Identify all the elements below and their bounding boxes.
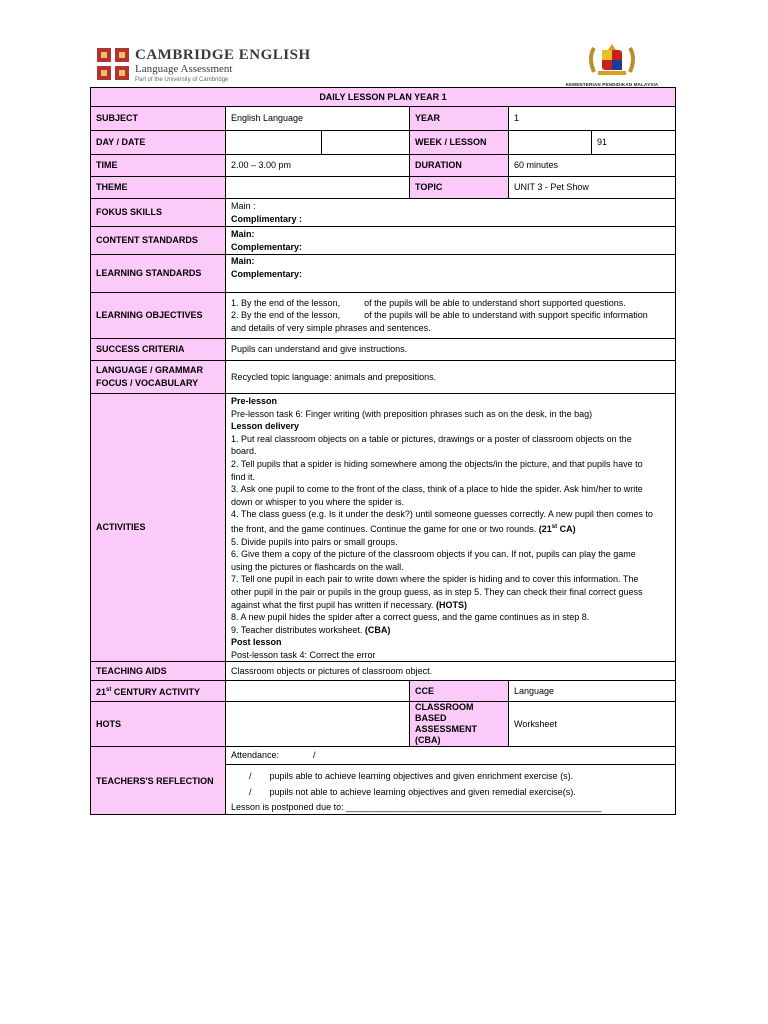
step-9: 9. Teacher distributes worksheet. [231, 624, 363, 635]
cambridge-tagline: Part of the University of Cambridge [135, 77, 229, 83]
fokus-skills-value [226, 199, 676, 227]
objective-1-start: 1. By the end of the lesson, [231, 297, 341, 308]
attendance-line [226, 747, 675, 765]
step-5: 5. Divide pupils into pairs or small groups. [231, 536, 398, 547]
fokus-skills-label: FOKUS SKILLS [91, 199, 226, 227]
lesson-plan-table [90, 87, 676, 815]
step-8: 8. A new pupil hides the spider after a correct guess, and the game continues as in step 8. [231, 612, 590, 623]
year-value: 1 [509, 107, 676, 131]
objective-1-end: of the pupils will be able to understand short supported questions. [364, 297, 626, 308]
step-7-tag: (HOTS) [435, 599, 467, 610]
plan-title: DAILY LESSON PLAN YEAR 1 [91, 88, 676, 107]
malaysia-coat-of-arms-icon [586, 42, 638, 76]
teachers-reflection-value [226, 747, 676, 815]
cambridge-english-logo [97, 48, 311, 83]
step-6-line-1: 6. Give them a copy of the picture of the classroom objects if you can. If not, pupils can play the game [231, 549, 636, 560]
theme-label: THEME [91, 177, 226, 199]
step-7-line-3: against what the first pupil has written if necessary. [231, 599, 434, 610]
hots-value [226, 702, 410, 747]
cambridge-title: CAMBRIDGE ENGLISH [135, 47, 311, 63]
theme-value [226, 177, 410, 199]
learning-complementary: Complementary: [231, 268, 303, 279]
post-lesson-task: Post-lesson task 4: Correct the error [231, 649, 376, 660]
attendance-label: Attendance: [231, 750, 280, 761]
cambridge-subtitle: Language Assessment [135, 63, 233, 75]
step-2-line-1: 2. Tell pupils that a spider is hiding somewhere among the objects/in the picture, and that pupils have to [231, 458, 643, 469]
objective-2-continued: and details of very simple phrases and sentences. [231, 322, 431, 333]
content-main: Main: [231, 228, 255, 239]
content-standards-label: CONTENT STANDARDS [91, 227, 226, 255]
century-activity-label: 21st CENTURY ACTIVITY [91, 681, 226, 702]
post-lesson-heading: Post lesson [231, 637, 282, 648]
week-lesson-label: WEEK / LESSON [410, 131, 509, 155]
century-activity-value [226, 681, 410, 702]
pre-lesson-heading: Pre-lesson [231, 396, 278, 406]
step-2-line-2: find it. [231, 471, 256, 482]
lesson-value: 91 [592, 131, 676, 155]
duration-label: DURATION [410, 155, 509, 177]
date-value [322, 131, 410, 155]
objective-2-end: of the pupils will be able to understand with support specific information [364, 310, 648, 321]
attendance-slash: / [313, 750, 316, 761]
step-1-line-2: board. [231, 446, 257, 457]
topic-value: UNIT 3 - Pet Show [509, 177, 676, 199]
day-value [226, 131, 322, 155]
ministry-name: KEMENTERIAN PENDIDIKAN MALAYSIA [565, 82, 659, 87]
topic-label: TOPIC [410, 177, 509, 199]
ministry-logo [556, 42, 668, 87]
learning-standards-label: LEARNING STANDARDS [91, 255, 226, 293]
teaching-aids-value: Classroom objects or pictures of classroom object. [226, 662, 676, 681]
step-9-tag: (CBA) [364, 624, 391, 635]
subject-value: English Language [226, 107, 410, 131]
success-criteria-label: SUCCESS CRITERIA [91, 339, 226, 361]
learning-objectives-value [226, 293, 676, 339]
duration-value: 60 minutes [509, 155, 676, 177]
success-criteria-value: Pupils can understand and give instructions. [226, 339, 676, 361]
cce-value: Language [509, 681, 676, 702]
learning-standards-value [226, 255, 676, 293]
achieve-text: pupils able to achieve learning objectives and given enrichment exercise (s). [269, 771, 574, 782]
postponed-line: Lesson is postponed due to: ___________________________________________________ [231, 802, 602, 813]
learning-main: Main: [231, 256, 255, 266]
step-6-line-2: using the pictures or flashcards on the wall. [231, 561, 404, 572]
week-value [509, 131, 592, 155]
activities-label: ACTIVITIES [91, 394, 226, 662]
teachers-reflection-label: TEACHERS'S REFLECTION [91, 747, 226, 815]
step-3-line-1: 3. Ask one pupil to come to the front of the class, think of a place to hide the spider. Ask him/her to write [231, 484, 643, 495]
learning-objectives-label: LEARNING OBJECTIVES [91, 293, 226, 339]
step-3-line-2: down or whisper to you where the spider is. [231, 496, 405, 507]
teaching-aids-label: TEACHING AIDS [91, 662, 226, 681]
cce-label: CCE [410, 681, 509, 702]
cambridge-shield-icon [97, 48, 129, 80]
cba-value: Worksheet [509, 702, 676, 747]
step-7-line-2: other pupil in the pair or pupils in the group guess, as in step 5. They can check their final correct guess [231, 586, 643, 597]
achieve-line: / pupils able to achieve learning objectives and given enrichment exercise (s). [249, 771, 574, 782]
activities-value [226, 394, 676, 662]
content-complementary: Complementary: [231, 241, 303, 252]
time-label: TIME [91, 155, 226, 177]
pre-lesson-task: Pre-lesson task 6: Finger writing (with preposition phrases such as on the desk, in the bag) [231, 408, 593, 419]
cba-label: CLASSROOM BASED ASSESSMENT (CBA) [410, 702, 509, 747]
fokus-main: Main : [231, 200, 256, 211]
lesson-delivery-heading: Lesson delivery [231, 421, 300, 432]
step-4-line-2: the front, and the game continues. Continue the game for one or two rounds. [231, 523, 537, 534]
fokus-complimentary: Complimentary : [231, 213, 303, 224]
not-achieve-line: / pupils not able to achieve learning objectives and given remedial exercise(s). [249, 787, 576, 798]
hots-label: HOTS [91, 702, 226, 747]
language-focus-label: LANGUAGE / GRAMMAR FOCUS / VOCABULARY [91, 361, 226, 394]
not-achieve-text: pupils not able to achieve learning objectives and given remedial exercise(s). [269, 787, 576, 798]
day-date-label: DAY / DATE [91, 131, 226, 155]
language-focus-value: Recycled topic language: animals and prepositions. [226, 361, 676, 394]
objective-2-start: 2. By the end of the lesson, [231, 310, 341, 321]
content-standards-value [226, 227, 676, 255]
step-4-line-1: 4. The class guess (e.g. Is it under the desk?) until someone guesses correctly. A new pupil then comes to [231, 509, 653, 520]
year-label: YEAR [410, 107, 509, 131]
subject-label: SUBJECT [91, 107, 226, 131]
step-1-line-1: 1. Put real classroom objects on a table or pictures, drawings or a poster of classroom objects on the [231, 433, 632, 444]
time-value: 2.00 – 3.00 pm [226, 155, 410, 177]
document-header [0, 0, 768, 88]
step-4-tag: (21st CA) [538, 523, 576, 534]
step-7-line-1: 7. Tell one pupil in each pair to write down where the spider is hiding and to cover this information. The [231, 574, 639, 585]
